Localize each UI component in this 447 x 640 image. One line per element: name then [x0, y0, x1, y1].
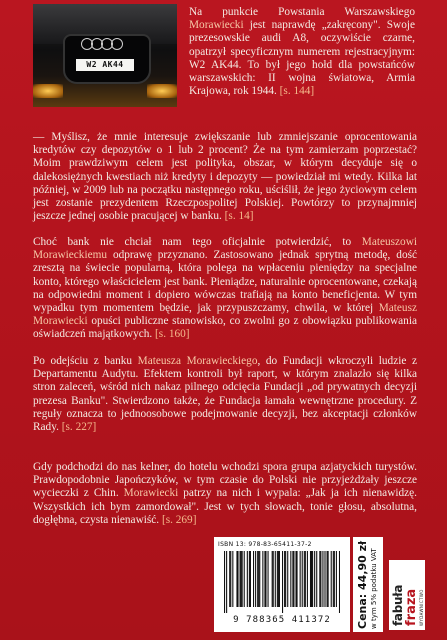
barcode-bar: [229, 551, 230, 607]
paragraph-text: odprawę przyznano. Zastosowano jednak sprytną metodę, dość zresztą na świecie popularną, która polega na wpłaceniu pieniędzy na specjalne konto, którego właścicielem jest bank. Pieniądze, naturalnie oprocentowane, czekają na odpowiedni moment i dopiero wówczas trafiają na konto beneficjenta. W tym wypadku tym momentem będzie, jak przypuszczamy, chwila, w której: [33, 249, 417, 315]
paragraph-text: Po odejściu z banku: [33, 355, 138, 367]
barcode-bar: [331, 551, 332, 607]
barcode-bar: [327, 551, 328, 607]
paragraph-text: Na punkcie Powstania Warszawskiego: [189, 6, 415, 18]
headlight-right: [147, 84, 177, 98]
barcode-icon: [224, 551, 340, 613]
page-reference: [s. 160]: [155, 328, 190, 341]
quote-paragraph-2: [33, 131, 417, 223]
quote-paragraph-1: [189, 6, 415, 98]
headlight-left: [33, 84, 63, 98]
barcode-bar: [295, 551, 296, 607]
barcode-bar: [265, 551, 266, 607]
audi-logo-icon: [81, 38, 129, 50]
barcode-bar: [257, 551, 258, 607]
barcode-bar: [333, 551, 334, 607]
barcode-bar: [319, 551, 320, 607]
barcode-bar: [310, 551, 311, 607]
page-reference: [s. 269]: [161, 513, 197, 526]
barcode-bar: [290, 551, 291, 607]
barcode-bar: [250, 551, 251, 607]
barcode-bar: [284, 551, 285, 607]
barcode-bar: [232, 551, 233, 607]
car-photo: [33, 4, 177, 107]
quote-paragraph-5: [33, 461, 417, 527]
barcode-bar: [275, 551, 276, 607]
barcode-bar: [307, 551, 308, 607]
barcode-bar: [334, 551, 335, 607]
logo-fabula-text: fabuła: [391, 584, 405, 626]
barcode-bar: [236, 551, 237, 607]
name-highlight: Morawiecki: [123, 487, 179, 500]
barcode-bar: [328, 551, 329, 607]
barcode-number: 9 788365 411372: [233, 615, 331, 625]
barcode-bar: [314, 551, 315, 607]
barcode-bar: [240, 551, 241, 607]
isbn-label: ISBN 13: 978-83-65411-37-2: [218, 541, 312, 548]
barcode-bar: [242, 551, 243, 607]
barcode-bar: [282, 551, 283, 613]
barcode-bar: [241, 551, 242, 607]
price-panel: [353, 537, 383, 632]
barcode-bar: [226, 551, 227, 613]
page-reference: [s. 14]: [224, 210, 254, 223]
name-highlight: Mateuszowi Morawieckiemu: [33, 236, 417, 262]
barcode-bar: [316, 551, 317, 607]
barcode-bar: [322, 551, 323, 607]
paragraph-text: jest naprawdę „zakręcony". Swoje prezesowskie audi A8, oczywiście czarne, opatrzył specyficznym numerem rejestracyjnym: W2 AK44. To był jego hołd dla powstańców warszawskich: II wojna światowa, Armia Krajowa, rok 1944.: [189, 19, 415, 98]
barcode-bar: [277, 551, 278, 607]
quote-paragraph-4: [33, 355, 417, 434]
barcode-bar: [264, 551, 265, 607]
barcode-bar: [287, 551, 288, 607]
price-label: Cena: 44,90 zł: [356, 540, 369, 629]
paragraph-text: Choć bank nie chciał nam tego oficjalnie potwierdzić, to: [33, 236, 362, 248]
barcode-bar: [304, 551, 305, 607]
barcode-bar: [255, 551, 256, 607]
barcode-bar: [247, 551, 248, 607]
paragraph-text: opuści publiczne stanowisko, co zwolni go z obowiązku publikowania oświadczeń majątkowych.: [33, 315, 417, 341]
barcode-bar: [262, 551, 263, 607]
barcode-bar: [312, 551, 313, 607]
barcode-bar: [259, 551, 260, 607]
barcode-bar: [224, 551, 225, 613]
barcode-bar: [258, 551, 259, 607]
barcode-bar: [324, 551, 325, 607]
barcode-bar: [339, 551, 340, 613]
barcode-bar: [230, 551, 231, 607]
barcode-panel: [214, 537, 350, 632]
page-reference: [s. 144]: [279, 85, 315, 98]
license-plate: W2 AK44: [76, 59, 134, 71]
barcode-bar: [311, 551, 312, 607]
vat-note: w tym 5% podatku VAT: [370, 548, 378, 629]
barcode-bar: [293, 551, 294, 607]
quote-paragraph-3: [33, 236, 417, 342]
name-highlight: Mateusz Morawiecki: [33, 302, 417, 328]
paragraph-text: Gdy podchodzi do nas kelner, do hotelu wchodzi spora grupa azjatyckich turystów. Prawdopodobnie Japończyków, w tym czasie do Polski nie przyjeżdżały jeszcze wycieczki z Chin.: [33, 461, 417, 500]
barcode-bar: [249, 551, 250, 607]
publisher-logo: [389, 560, 425, 630]
paragraph-text: patrzy na nich i wypala: „Jak ja ich nienawidzę. Wszystkich ich bym zamordował". Jest w tych słowach, tonie głosu, absolutna, dogłębna, czysta nienawiść.: [33, 487, 417, 526]
barcode-bar: [285, 551, 286, 607]
barcode-bar: [300, 551, 301, 607]
barcode-bar: [253, 551, 254, 607]
barcode-bar: [302, 551, 303, 607]
barcode-bar: [305, 551, 306, 607]
barcode-bar: [237, 551, 238, 607]
logo-fraza-text: fraza: [404, 588, 419, 626]
barcode-bar: [336, 551, 337, 607]
paragraph-text: — Myślisz, że mnie interesuje zwiększanie lub zmniejszanie oprocentowania kredytów czy depozytów o 1 lub 2 procent? Że na tym zamierzam poprzestać? Moim prawdziwym celem jest polityka, obszar, w którym decyduje się o dalekosiężnych kwestiach niż kredyty i depozyty — powiedział mi wtedy. Kilka lat później, w 2009 lub na początku następnego roku, uściślił, że jego życiowym celem jest zostanie prezydentem Rzeczpospolitej Polskiej. Powtórzy to przynajmniej jeszcze jednej osobie pracującej w banku.: [33, 131, 417, 223]
barcode-bar: [272, 551, 273, 607]
barcode-bar: [244, 551, 245, 607]
page-reference: [s. 227]: [61, 421, 97, 434]
barcode-bar: [278, 551, 279, 607]
name-highlight: Mateusza Morawieckiego: [137, 355, 258, 367]
barcode-bar: [268, 551, 269, 607]
barcode-bar: [297, 551, 298, 607]
barcode-bar: [292, 551, 293, 607]
barcode-bar: [273, 551, 274, 607]
paragraph-text: , do Fundacji wkroczyli ludzie z Departamentu Audytu. Efektem kontroli był raport, w którym znalazło się kilka stron zaleceń, wśród nich nakaz pilnego odcięcia Fundacji „od prywatnych decyzji prezesa Banku". Stwierdzono także, że Fundacja łamała wewnętrzne procedury. Z reguły oznacza to jednoosobowe podejmowanie decyzji, bez akceptacji członków Rady.: [33, 355, 417, 434]
barcode-bar: [279, 551, 280, 607]
logo-tagline: WYDAWNICTWO: [419, 589, 424, 626]
barcode-bar: [320, 551, 321, 607]
name-highlight: Morawiecki: [189, 19, 244, 32]
